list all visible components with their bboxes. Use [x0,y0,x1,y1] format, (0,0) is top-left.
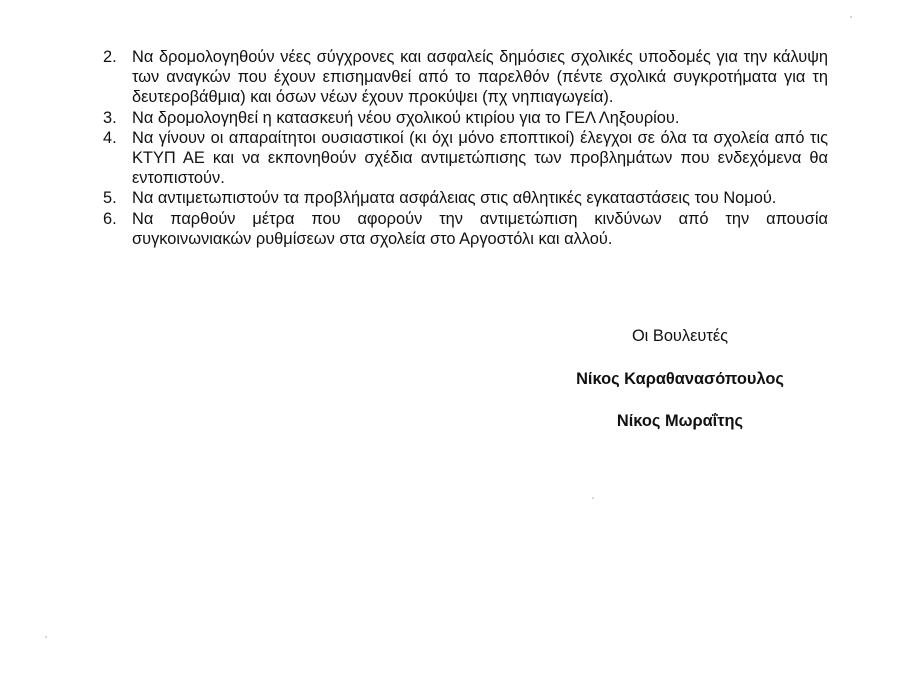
list-item [103,108,828,128]
signature-role: Οι Βουλευτές [631,327,729,345]
list-item [103,188,828,208]
list-item [103,47,828,108]
list-item [103,209,828,249]
list-item-text: Να παρθούν μέτρα που αφορούν την αντιμετώπιση κινδύνων από την απουσία συγκοινωνιακών ρυθμίσεων στα σχολεία στο Αργοστόλι και αλλού. [132,209,828,248]
list-item-number: 6. [103,209,117,228]
scan-speck [850,16,852,18]
signature-name: Νίκος Μωραΐτης [616,412,744,430]
list-item-text: Να γίνουν οι απαραίτητοι ουσιαστικοί (κι όχι μόνο εποπτικοί) έλεγχοι σε όλα τα σχολεία από τις ΚΤΥΠ ΑΕ και να εκπονηθούν σχέδια αντιμετώπισης των προβλημάτων που ενδεχόμενα θα εντοπιστούν. [132,128,828,188]
list-item-number: 2. [103,48,117,66]
demands-list [103,47,828,249]
list-item-number: 5. [103,189,117,208]
signature-name: Νίκος Καραθανασόπουλος [576,370,784,388]
list-item-text: Να δρομολογηθεί η κατασκευή νέου σχολικού κτιρίου για το ΓΕΛ Ληξουρίου. [132,108,680,127]
scan-speck [45,636,47,638]
list-item-number: 4. [103,128,117,147]
scan-speck [592,497,594,499]
list-item-text: Να αντιμετωπιστούν τα προβλήματα ασφάλειας στις αθλητικές εγκαταστάσεις του Νομού. [132,189,777,208]
list-item-number: 3. [103,108,117,127]
list-item [103,128,828,189]
list-item-text: Να δρομολογηθούν νέες σύγχρονες και ασφαλείς δημόσιες σχολικές υποδομές για την κάλυψη των αναγκών που έχουν επισημανθεί από το παρελθόν (πέντε σχολικά συγκροτήματα για τη δευτεροβάθμια) και όσων νέων έχουν προκύψει (πχ νηπιαγωγεία). [132,48,828,107]
